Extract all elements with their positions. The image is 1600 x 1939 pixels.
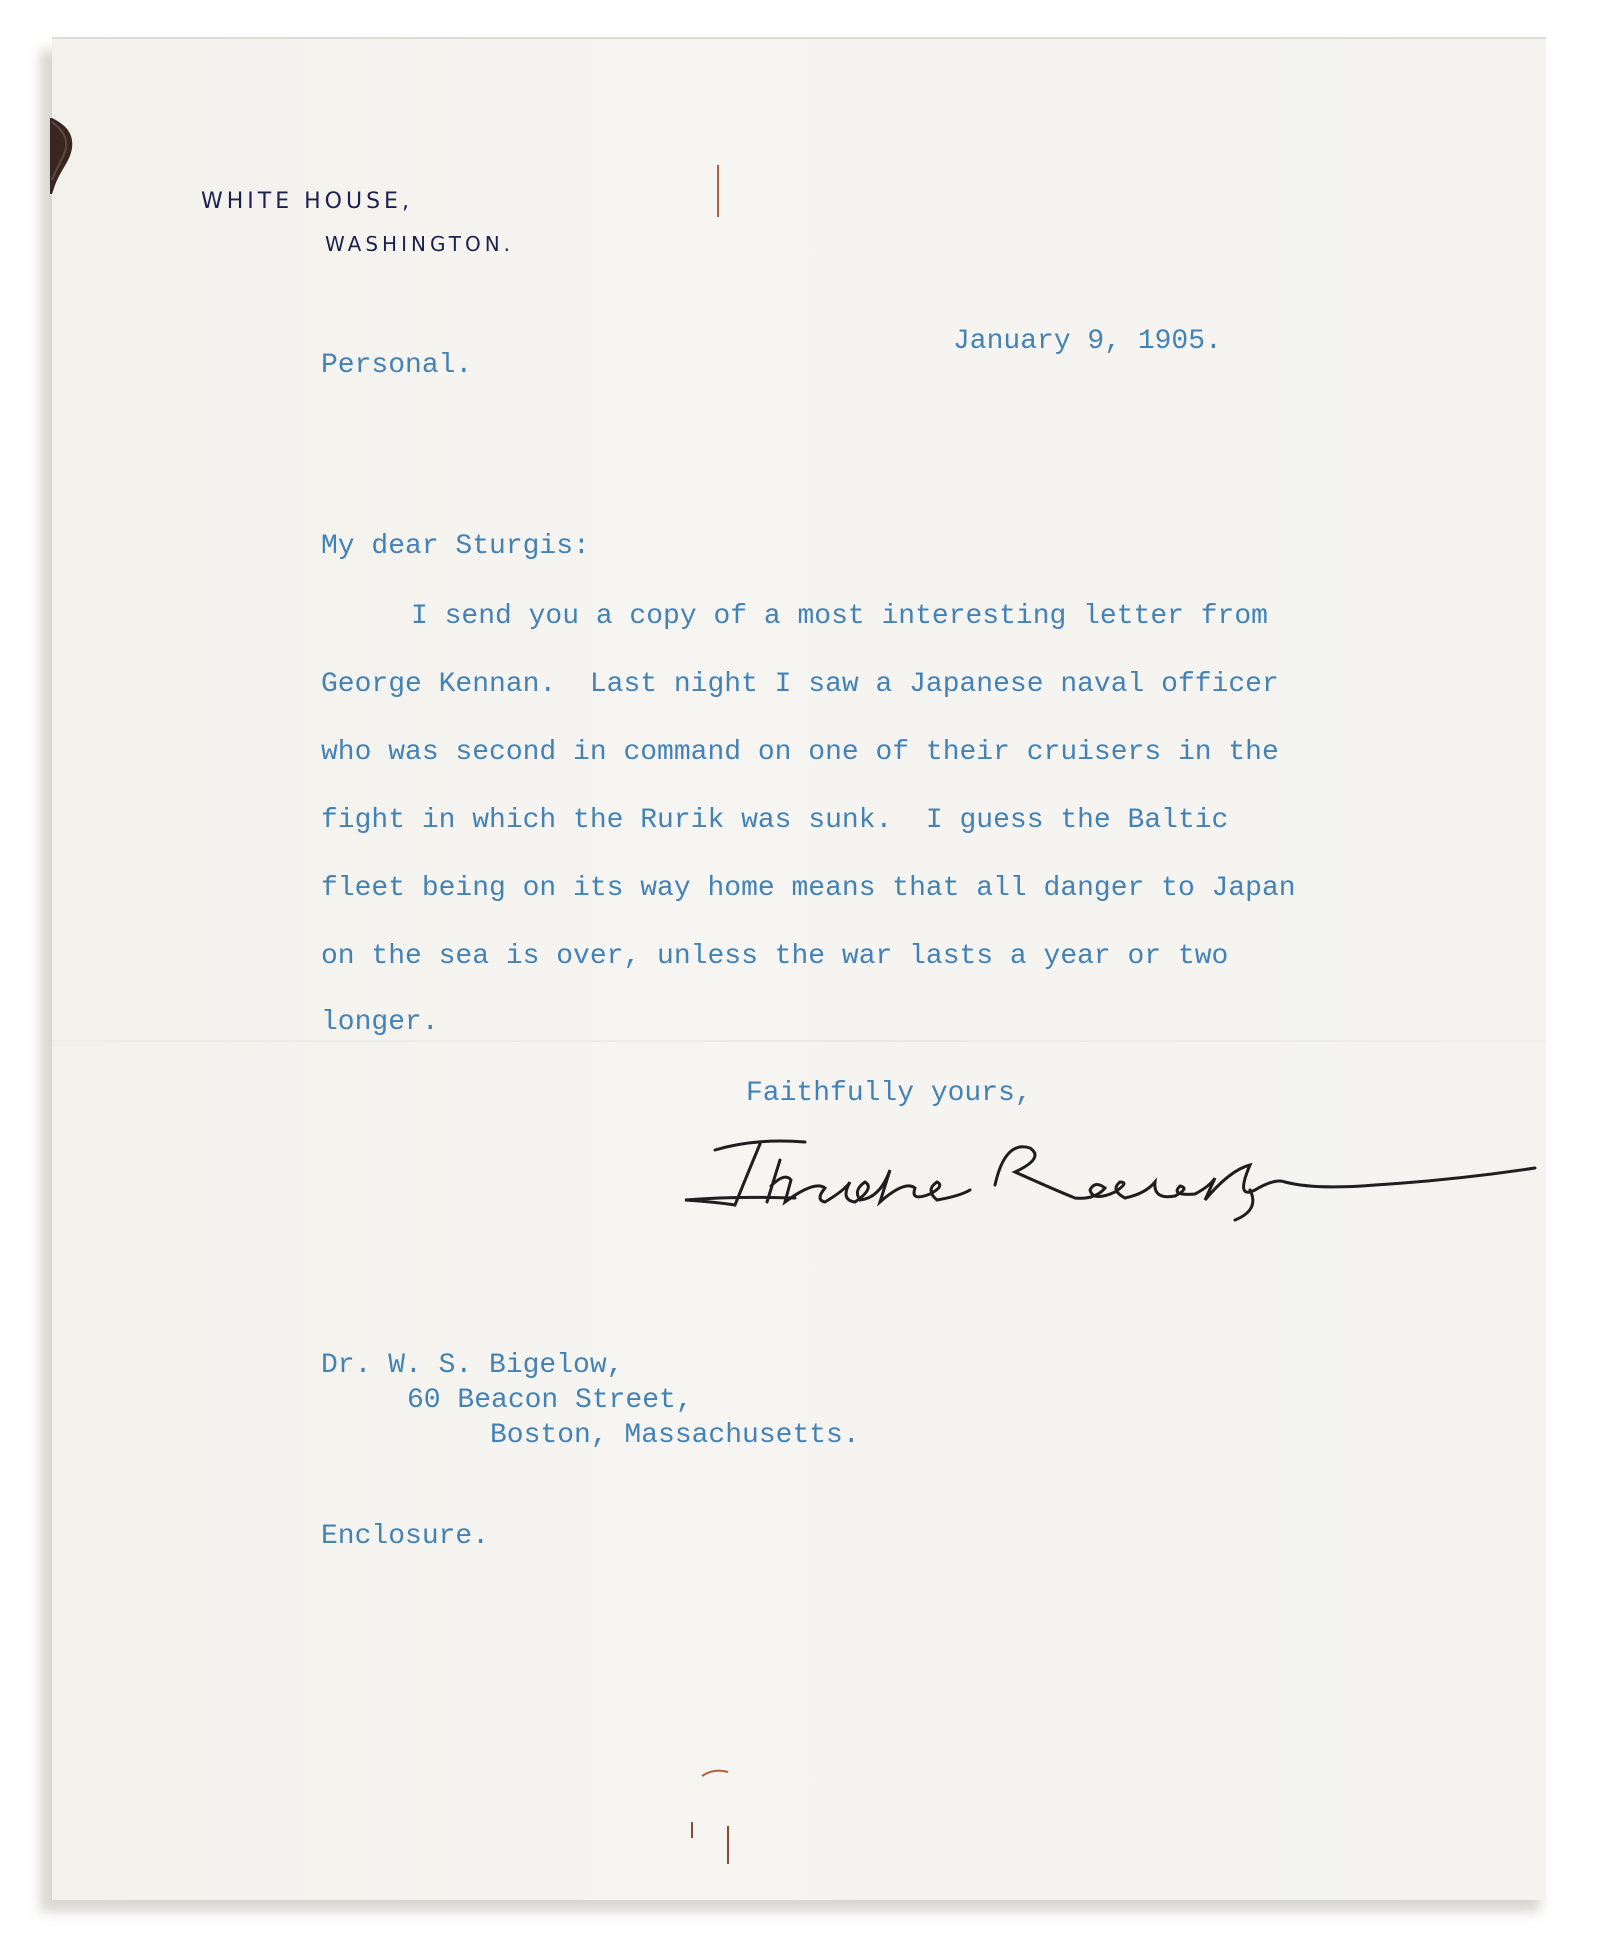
recipient-name: Dr. W. S. Bigelow, [321, 1350, 624, 1381]
body-line: who was second in command on one of their cruisers in the [321, 737, 1279, 768]
paper-tick-mark [714, 165, 722, 219]
body-line: longer. [321, 1007, 439, 1038]
paper-tick-mark [700, 1768, 730, 1778]
closing: Faithfully yours, [746, 1078, 1032, 1109]
body-line: fleet being on its way home means that all danger to Japan [321, 873, 1296, 904]
burn-notch-icon [50, 118, 90, 208]
body-line: I send you a copy of a most interesting letter from [411, 601, 1268, 632]
personal-marking: Personal. [321, 350, 473, 381]
letterhead-line1: WHITE HOUSE, [201, 189, 413, 214]
recipient-city: Boston, Massachusetts. [490, 1420, 860, 1451]
enclosure-note: Enclosure. [321, 1521, 490, 1552]
letterhead-line2: WASHINGTON. [325, 232, 515, 256]
letter-date: January 9, 1905. [953, 326, 1222, 357]
salutation: My dear Sturgis: [321, 531, 590, 562]
paper-tick-mark [690, 1820, 730, 1870]
signature-theodore-roosevelt [675, 1130, 1545, 1225]
fold-line [52, 1040, 1546, 1042]
body-line: George Kennan. Last night I saw a Japanese naval officer [321, 669, 1279, 700]
body-line: fight in which the Rurik was sunk. I guess the Baltic [321, 805, 1229, 836]
body-line: on the sea is over, unless the war lasts a year or two [321, 941, 1229, 972]
recipient-street: 60 Beacon Street, [407, 1385, 693, 1416]
